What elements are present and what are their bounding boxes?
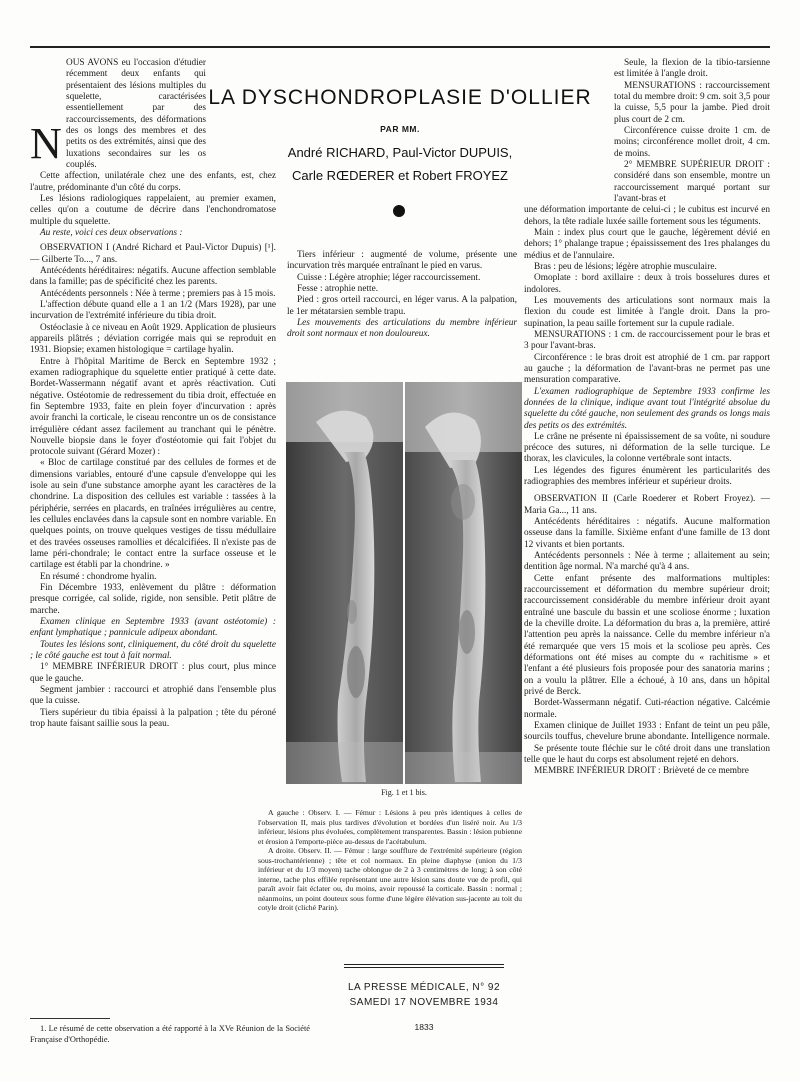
left-column [30, 58, 276, 988]
right-paragraph: MENSURATIONS : 1 cm. de raccourcissement pour le bras et 3 pour l'avant-bras. [524, 329, 770, 352]
drop-cap: N [30, 119, 62, 168]
footnote [30, 1024, 310, 1060]
figure-caption: Fig. 1 et 1 bis. [381, 788, 427, 797]
press-date: SAMEDI 17 NOVEMBRE 1934 [349, 997, 499, 1008]
legend-right: A droite. Observ. II. — Fémur : large soufflure de l'extrémité supérieure (région sous-trochantérienne) ; tête et col normaux. En pleine diaphyse (union du 1/3 inférieur et du 1/3 moyen) tache oblongue de 2 à 3 centimètres de long; à son côté interne, tache plus effilée représentant une autre lésion sans doute vue de profil, qui paraît avoir fait éclater ou, du moins, avoir repoussé la corticale. Bassin : normal ; néanmoins, un point douteux sous forme d'une légère élévation sus-jacente au toit du cotyle droit (cliché Parin). [258, 846, 522, 913]
par-mm: PAR MM. [380, 124, 420, 134]
left-paragraph: Cette affection, unilatérale chez une des enfants, est, chez l'autre, prédominante d'un côté du corps. [30, 171, 276, 193]
left-paragraph: Examen clinique en Septembre 1933 (avant ostéotomie) : enfant lymphatique ; pannicule adipeux abondant. [30, 617, 276, 639]
right-paragraph: Examen clinique de Juillet 1933 : Enfant de teint un peu pâle, sourcils touffus, chevelure brune abondante. Intelligence normale. [524, 721, 770, 743]
press-box [344, 962, 504, 1068]
right-paragraph: Le crâne ne présente ni épaississement de sa voûte, ni soudure précoce des sutures, ni déformation de la selle turcique. Le thorax, les clavicules, la colonne vertébrale sont intacts. [524, 431, 770, 465]
right-paragraph: Antécédents personnels : Née à terme ; allaitement au sein; dentition âge normal. N'a marché qu'à 4 ans. [524, 551, 770, 573]
middle-paragraph: Tiers inférieur : augmenté de volume, présente une incurvation très marquée entraînant le pied en varus. [287, 250, 517, 272]
left-paragraph: Antécédents héréditaires: négatifs. Aucune affection semblable dans la famille; pas de spécificité chez les parents. [30, 265, 276, 288]
right-narrow-paragraph: MENSURATIONS : raccourcissement total du membre droit: 9 cm. soit 3,5 pour la cuisse, 5,5 pour la jambe. Pied droit plus court de 2 cm. [614, 80, 770, 125]
right-paragraph: Antécédents héréditaires : négatifs. Aucune malformation osseuse dans la famille. Sixième enfant d'une famille de 13 dont 12 vivants et bien portants. [524, 517, 770, 550]
left-paragraph: Antécédents personnels : Née à terme ; premiers pas à 15 mois. [40, 288, 276, 299]
left-paragraph: Tiers supérieur du tibia épaissi à la palpation ; tête du péroné trop haute faisant saillie sous la peau. [30, 707, 276, 730]
press-title: LA PRESSE MÉDICALE, N° 92 [347, 982, 501, 993]
middle-paragraph: Les mouvements des articulations du membre inférieur droit sont normaux et non douloureux. [287, 317, 517, 340]
press-rule-top [344, 964, 504, 965]
right-paragraph: Se présente toute fléchie sur le côté droit dans une translation telle que le haut du corps est absolument rejeté en dehors. [524, 743, 770, 766]
middle-paragraph: Cuisse : Légère atrophie; léger raccourcissement. [297, 272, 481, 283]
article-title: LA DYSCHONDROPLASIE D'OLLIER [208, 86, 592, 109]
left-paragraph: Les lésions radiologiques rappelaient, au premier examen, celles qu'on a coutume de décrire dans l'enchondromatose multiple du squelette. [30, 193, 276, 227]
middle-paragraph: Fesse : atrophie nette. [297, 283, 379, 294]
footnote-rule [30, 1018, 110, 1019]
left-paragraph: Au reste, voici ces deux observations : [40, 227, 183, 238]
right-paragraph: une déformation importante de celui-ci ; le cubitus est incurvé en dehors, la tête radiale luxée saille fortement sous les téguments. [524, 205, 770, 227]
right-paragraph: Bras : peu de lésions; légère atrophie musculaire. [534, 261, 717, 272]
left-paragraph: Toutes les lésions sont, cliniquement, du côté droit du squelette ; le côté gauche est tout à fait normal. [30, 639, 276, 662]
left-paragraph: Segment jambier : raccourci et atrophié dans l'ensemble plus que la cuisse. [30, 685, 276, 707]
observation-1-heading: OBSERVATION I (André Richard et Paul-Victor Dupuis) [¹]. — Gilberte To..., 7 ans. [30, 243, 276, 265]
left-paragraph: L'affection débute quand elle a 1 an 1/2 (Mars 1928), par une incurvation de l'extrémité inférieure du tibia droit. [30, 299, 276, 322]
middle-paragraph: Pied : gros orteil raccourci, en léger varus. A la palpation, le 1er métatarsien semble trapu. [287, 295, 517, 317]
right-paragraph: MEMBRE INFÉRIEUR DROIT : Brièveté de ce membre [534, 766, 749, 777]
left-paragraph: « Bloc de cartilage constitué par des cellules de formes et de dimensions variables, entouré d'une capsule d'enveloppe qui les isole au sein d'une substance amorphe ayant les caractères de la chondrine. La disposition des cellules est variable : tassées à la périphérie, serrées en placards, en traînées irrégulières au centre, les cellules enclavées dans la capsule sont en nombre variable. En quelques points, on trouve quelques vestiges de tissu médullaire et des travées osseuses ramollies et décalcifiées. Il n'existe pas de lame péri-chondrale; le contact entre la surface osseuse et le cartilage est établi par la chondrine. » [30, 458, 276, 571]
intro-paragraph: OUS AVONS eu l'occasion d'étudier récemment deux enfants qui présentaient des lésions multiples du squelette, caractérisées essentiellement par des raccourcissements, des déformations des os longs des membres et des petits os des extrémités, ainsi que des luxations secondaires sur les os couplés. [66, 58, 206, 170]
right-paragraph: Bordet-Wassermann négatif. Cuti-réaction négative. Calcémie normale. [524, 698, 770, 720]
right-narrow-paragraph: Circonférence cuisse droite 1 cm. de moins; circonférence mollet droit, 4 cm. de moins. [614, 125, 770, 159]
left-paragraph: Entre à l'hôpital Maritime de Berck en Septembre 1932 ; examen radiographique du squelette entier pratiqué à cette date. Bordet-Wassermann négatif avant et après réactivation. Cuti négative. Ostéotomie de redressement du tibia droit, effectuée en fin Septembre 1933, faite en plein foyer d'incurvation : après avoir franchi la corticale, le ciseau rencontre un os de consistance irrégulière cédant assez facilement au tranchant qui le pénètre. Nouvelle biopsie dans le foyer d'ostéotomie qui fait l'objet du protocole suivant (Gérard Mozer) : [30, 356, 276, 458]
right-paragraph: Omoplate : bord axillaire : deux à trois bosselures dures et indolores. [524, 273, 770, 295]
authors-line-2: Carle RŒDERER et Robert FROYEZ [292, 167, 508, 183]
right-paragraph: Circonférence : le bras droit est atrophié de 1 cm. par rapport au gauche ; la déformation de l'avant-bras ne permet pas une mensuration comparative. [524, 352, 770, 386]
right-paragraph: Les légendes des figures énumèrent les particularités des radiographies des membres inférieur et supérieur droits. [524, 465, 770, 488]
right-narrow-paragraph: 2° MEMBRE SUPÉRIEUR DROIT : considéré dans son ensemble, montre un raccourcissement marqué portant sur l'avant-bras et [614, 159, 770, 204]
left-paragraph: En résumé : chondrome hyalin. [40, 571, 157, 582]
press-rule-top-2 [344, 967, 504, 968]
left-paragraph: 1° MEMBRE INFÉRIEUR DROIT : plus court, plus mince que le gauche. [30, 662, 276, 684]
xray-left [286, 382, 403, 784]
xray-left-image [286, 382, 403, 784]
xray-right-image [405, 382, 522, 784]
middle-column [287, 250, 517, 370]
xray-figure [286, 382, 522, 784]
page-number: 1833 [414, 1022, 434, 1032]
figure-legend [258, 808, 522, 954]
left-paragraph: Fin Décembre 1933, enlèvement du plâtre : déformation presque corrigée, cal solide, rigide, non sensible. Petit plâtre de marche. [30, 583, 276, 616]
left-paragraph: Ostéoclasie à ce niveau en Août 1929. Application de plusieurs appareils plâtrés ; déviation corrigée mais qui se reproduit en 1931. Biopsie; examen histologique = cartilage hyalin. [30, 322, 276, 356]
legend-left: A gauche : Observ. I. — Fémur : Lésions à peu près identiques à celles de l'observation II, mais plus tardives d'évolution et bordées d'un liséré noir. Au 1/3 inférieur, lésions plus évoluées, complètement transparentes. Bassin : lésion pubienne et érosion à l'emporte-pièce au-dessus de l'acétabulum. [258, 808, 522, 846]
authors-line-1: André RICHARD, Paul-Victor DUPUIS, [287, 145, 513, 160]
right-paragraph: L'examen radiographique de Septembre 1933 confirme les données de la clinique, indique avant tout l'intégrité absolue du squelette du côté gauche, non seulement des grands os longs mais des petits os des extrémités. [524, 386, 770, 431]
right-paragraph: Main : index plus court que le gauche, légèrement dévié en dehors; 1° phalange trapue ; épaississement des 1res phalanges du médius et de l'annulaire. [524, 227, 770, 261]
xray-right [405, 382, 522, 784]
right-paragraph: Cette enfant présente des malformations multiples: raccourcissement et déformation du membre supérieur droit; raccourcissement considérable du membre inférieur droit ayant entraîné une bascule du bassin et une scoliose énorme ; luxation de la cheville droite. La déformation du bras a, la première, attiré l'attention peu après la naissance. Celle du membre inférieur n'a été remarquée que vers 15 mois et la scoliose peu après. Ces déformations ont été mises au compte du « rachitisme » et l'enfant a été plusieurs fois proposée pour des sanatoria marins ; on a voulu la plâtrer. Elle a échoué, à 10 ans, dans un hôpital privé de Berck. [524, 573, 770, 698]
right-column [524, 58, 770, 1058]
right-narrow-paragraph: Seule, la flexion de la tibio-tarsienne est limitée à l'angle droit. [614, 58, 770, 80]
right-paragraph: Les mouvements des articulations sont normaux mais la flexion du coude est limitée à l'angle droit. Dans la pro-supination, la peau saille fortement sur la cupule radiale. [524, 295, 770, 329]
title-bullet [393, 205, 405, 217]
observation-2-heading: OBSERVATION II (Carle Roederer et Robert Froyez). — Maria Ga..., 11 ans. [524, 494, 770, 516]
footnote-text: 1. Le résumé de cette observation a été rapporté à la XVe Réunion de la Société Française d'Orthopédie. [30, 1024, 310, 1044]
top-rule [30, 46, 770, 48]
